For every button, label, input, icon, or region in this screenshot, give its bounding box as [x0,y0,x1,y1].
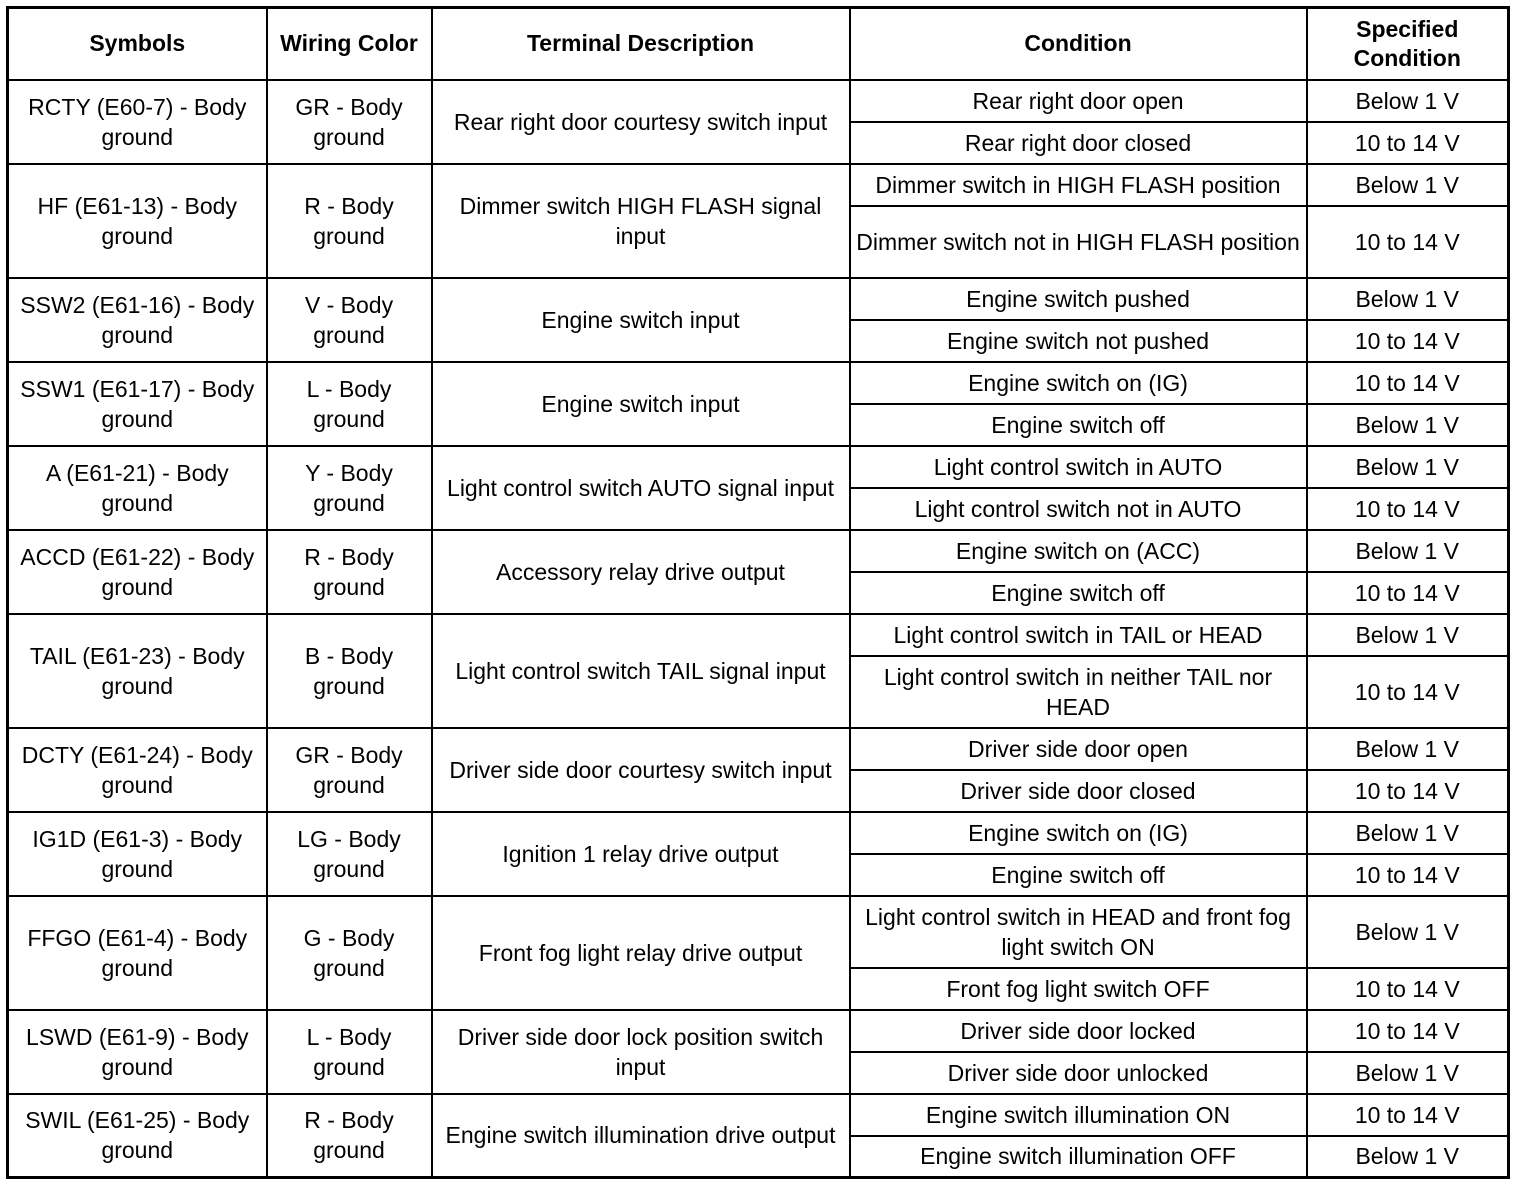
table-row [8,164,1509,206]
specified-cell: Below 1 V [1307,404,1509,446]
description-cell: Accessory relay drive output [432,530,850,614]
table-row [8,362,1509,404]
specified-cell: 10 to 14 V [1307,854,1509,896]
wiring-cell: R - Body ground [267,164,432,278]
condition-cell: Rear right door closed [850,122,1307,164]
table-row [8,812,1509,854]
description-cell: Dimmer switch HIGH FLASH signal input [432,164,850,278]
condition-cell: Driver side door locked [850,1010,1307,1052]
condition-cell: Driver side door closed [850,770,1307,812]
description-cell: Rear right door courtesy switch input [432,80,850,164]
specified-cell: 10 to 14 V [1307,320,1509,362]
description-cell: Ignition 1 relay drive output [432,812,850,896]
symbol-cell: SSW1 (E61-17) - Body ground [8,362,267,446]
table-row [8,614,1509,656]
description-cell: Light control switch TAIL signal input [432,614,850,728]
condition-cell: Engine switch on (ACC) [850,530,1307,572]
symbol-cell: HF (E61-13) - Body ground [8,164,267,278]
specified-cell: 10 to 14 V [1307,362,1509,404]
specified-cell: Below 1 V [1307,446,1509,488]
wiring-cell: B - Body ground [267,614,432,728]
condition-cell: Engine switch not pushed [850,320,1307,362]
condition-cell: Engine switch pushed [850,278,1307,320]
condition-cell: Engine switch off [850,404,1307,446]
symbol-cell: A (E61-21) - Body ground [8,446,267,530]
header-condition: Condition [850,8,1307,80]
specified-cell: 10 to 14 V [1307,1010,1509,1052]
specified-cell: 10 to 14 V [1307,770,1509,812]
condition-cell: Engine switch on (IG) [850,812,1307,854]
specified-cell: Below 1 V [1307,896,1509,968]
condition-cell: Dimmer switch in HIGH FLASH position [850,164,1307,206]
wiring-cell: L - Body ground [267,1010,432,1094]
wiring-cell: Y - Body ground [267,446,432,530]
terminal-table-wrapper [6,6,1510,1179]
condition-cell: Front fog light switch OFF [850,968,1307,1010]
table-row [8,728,1509,770]
wiring-cell: R - Body ground [267,530,432,614]
symbol-cell: ACCD (E61-22) - Body ground [8,530,267,614]
condition-cell: Light control switch in AUTO [850,446,1307,488]
specified-cell: Below 1 V [1307,728,1509,770]
specified-cell: Below 1 V [1307,278,1509,320]
condition-cell: Engine switch off [850,854,1307,896]
header-terminal-description: Terminal Description [432,8,850,80]
condition-cell: Engine switch on (IG) [850,362,1307,404]
symbol-cell: LSWD (E61-9) - Body ground [8,1010,267,1094]
condition-cell: Light control switch in neither TAIL nor HEAD [850,656,1307,728]
specified-cell: Below 1 V [1307,80,1509,122]
condition-cell: Engine switch illumination OFF [850,1136,1307,1178]
header-row [8,8,1509,80]
header-symbols: Symbols [8,8,267,80]
wiring-cell: G - Body ground [267,896,432,1010]
condition-cell: Rear right door open [850,80,1307,122]
description-cell: Engine switch input [432,362,850,446]
table-body [8,80,1509,1178]
specified-cell: 10 to 14 V [1307,1094,1509,1136]
description-cell: Engine switch input [432,278,850,362]
specified-cell: 10 to 14 V [1307,656,1509,728]
specified-cell: Below 1 V [1307,1052,1509,1094]
specified-cell: 10 to 14 V [1307,122,1509,164]
table-row [8,1094,1509,1136]
condition-cell: Light control switch not in AUTO [850,488,1307,530]
specified-cell: Below 1 V [1307,530,1509,572]
condition-cell: Driver side door unlocked [850,1052,1307,1094]
condition-cell: Light control switch in TAIL or HEAD [850,614,1307,656]
specified-cell: 10 to 14 V [1307,488,1509,530]
specified-cell: 10 to 14 V [1307,572,1509,614]
wiring-cell: GR - Body ground [267,728,432,812]
table-row [8,446,1509,488]
description-cell: Engine switch illumination drive output [432,1094,850,1178]
description-cell: Light control switch AUTO signal input [432,446,850,530]
specified-cell: Below 1 V [1307,614,1509,656]
wiring-cell: GR - Body ground [267,80,432,164]
symbol-cell: RCTY (E60-7) - Body ground [8,80,267,164]
specified-cell: Below 1 V [1307,1136,1509,1178]
condition-cell: Engine switch illumination ON [850,1094,1307,1136]
condition-cell: Light control switch in HEAD and front fog light switch ON [850,896,1307,968]
header-wiring-color: Wiring Color [267,8,432,80]
symbol-cell: DCTY (E61-24) - Body ground [8,728,267,812]
specified-cell: Below 1 V [1307,812,1509,854]
symbol-cell: SSW2 (E61-16) - Body ground [8,278,267,362]
table-row [8,278,1509,320]
header-specified-condition: Specified Condition [1307,8,1509,80]
description-cell: Front fog light relay drive output [432,896,850,1010]
condition-cell: Dimmer switch not in HIGH FLASH position [850,206,1307,278]
description-cell: Driver side door lock position switch input [432,1010,850,1094]
symbol-cell: TAIL (E61-23) - Body ground [8,614,267,728]
table-row [8,896,1509,968]
specified-cell: 10 to 14 V [1307,968,1509,1010]
terminal-table [6,6,1510,1179]
specified-cell: 10 to 14 V [1307,206,1509,278]
symbol-cell: IG1D (E61-3) - Body ground [8,812,267,896]
wiring-cell: LG - Body ground [267,812,432,896]
table-row [8,530,1509,572]
condition-cell: Engine switch off [850,572,1307,614]
wiring-cell: L - Body ground [267,362,432,446]
description-cell: Driver side door courtesy switch input [432,728,850,812]
condition-cell: Driver side door open [850,728,1307,770]
specified-cell: Below 1 V [1307,164,1509,206]
table-row [8,1010,1509,1052]
wiring-cell: R - Body ground [267,1094,432,1178]
symbol-cell: SWIL (E61-25) - Body ground [8,1094,267,1178]
wiring-cell: V - Body ground [267,278,432,362]
symbol-cell: FFGO (E61-4) - Body ground [8,896,267,1010]
table-row [8,80,1509,122]
